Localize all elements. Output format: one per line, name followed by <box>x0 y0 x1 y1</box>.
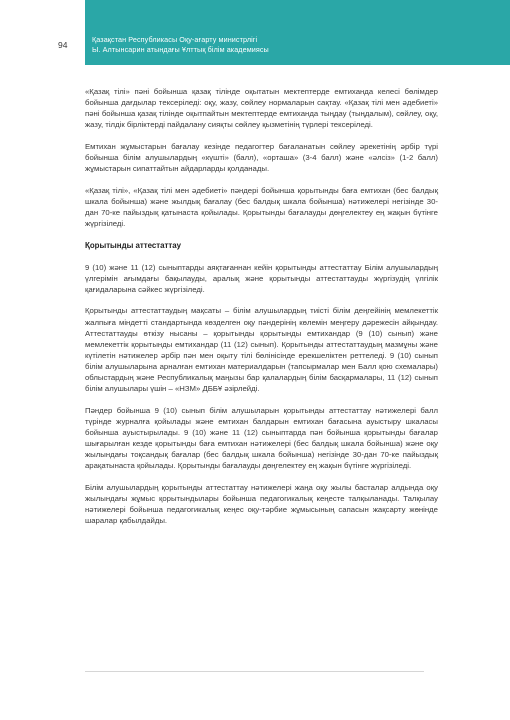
header-academy-line: Ы. Алтынсарин атындағы Ұлттық білім академиясы <box>92 45 269 54</box>
paragraph-final-grade-calculation: «Қазақ тілі», «Қазақ тілі мен әдебиеті» пәндері бойынша қорытынды баға емтихан (бес балдық шкала бойынша) және жылдық бағалау (бес балдық шкала бойынша) нәтижелері негізінде 30-дан 70-ке пайыздық қатынаста қойылады. Қорытынды бағалауды дөңгелектеу ең жақын бүтінге жүргізіледі. <box>85 185 438 228</box>
paragraph-attestation-results-scoring: Пәндер бойынша 9 (10) сынып білім алушыларын қорытынды аттестаттау нәтижелері балл түрінде журналға қойылады және емтихан балдарын емтихан бағасына ауыстыру шкаласы бойынша ауыстырылады. 9 (10) және 11 (12) сыныптарда пән бойынша қорытынды бағалар шығарылған кезде қорытынды баға емтихан нәтижелері (бес балдық шкала бойынша) және оқу жылындағы тоқсандық бағалар (бес балдық шкала бойынша) негізінде 30-дан 70-ке пайыздық арақатынаста қойылады. Қорытынды бағалауды дөңгелектеу ең жақын бүтінге жүргізіледі. <box>85 405 438 471</box>
section-heading: Қорытынды аттестаттау <box>85 240 182 250</box>
paragraph-final-attestation-rules: 9 (10) және 11 (12) сыныптарды аяқтағаннан кейін қорытынды аттестаттау Білім алушылардың үлгерімін ағымдағы бақылауды, аралық және қорытынды аттестаттауды жүргізудің үлгілік қағидаларына сәйкес жүргізіледі. <box>85 262 438 294</box>
footer-divider <box>85 671 424 672</box>
header-band <box>85 0 510 65</box>
document-body <box>85 86 438 537</box>
page-header <box>0 0 510 65</box>
paragraph-kazakh-language-exam: «Қазақ тілі» пәні бойынша қазақ тілінде оқытатын мектептерде емтиханда келесі бөлімдер бойынша дағдылар тексеріледі: оқу, жазу, сөйлеу нормаларын сақтау. «Қазақ тілі мен әдебиеті» пәні бойынша қазақ тілінде оқытпайтын мектептерде емтиханда тыңдау (тыңдалым), сөйлеу, оқу, жазу, тілдік бірліктерді пайдалану сияқты сөйлеу қызметінің түрлері тексеріледі. <box>85 87 438 130</box>
header-ministry-line: Қазақстан Республикасы Оқу-ағарту министрлігі <box>92 35 258 44</box>
paragraph-pedagogical-council: Білім алушылардың қорытынды аттестаттау нәтижелері жаңа оқу жылы басталар алдында оқу жылындағы жұмыс қорытындылары бойынша педагогикалық кеңесте талқыланады. Талқылау нәтижелері бойынша педагогикалық кеңес оқу-тәрбие жұмысының сапасын жақсарту жөнінде шаралар қабылдайды. <box>85 482 438 525</box>
page-number: 94 <box>58 40 68 50</box>
header-institution <box>92 35 269 55</box>
paragraph-exam-grading-rubrics: Емтихан жұмыстарын бағалау кезінде педагогтер бағаланатын сөйлеу әрекетінің әрбір түрі бойынша білім алушылардың «күшті» (балл), «орташа» (3-4 балл) және «әлсіз» (1-2 балл) жұмыстарын сипаттайтын айдарларды қолданады. <box>85 141 438 174</box>
paragraph-attestation-purpose: Қорытынды аттестаттаудың мақсаты – білім алушылардың тиісті білім деңгейінің мемлекеттік жалпыға міндетті стандартында көзделген оқу пәндерінің көлемін меңгеру дәрежесін айқындау. Аттестаттауды өткізу нысаны – қорытынды қорытынды емтихандар (9 (10) сынып) және мемлекеттік қорытынды емтихандар (11 (12) сынып). Қорытынды аттестаттаудың мазмұны және күтілетін нәтижелер әрбір пән мен оқыту тілі бөлінісінде ерекшеліктен реттеледі. 9 (10) сынып білім алушыларына арналған емтихан материалдарын (тапсырмалар мен Балл қою схемалары) облыстардың және Республикалық маңызы бар қалалардың білім басқармалары, 11 (12) сынып білім алушылары үшін – «НЗМ» ДББҰ әзірлейді. <box>85 306 438 394</box>
